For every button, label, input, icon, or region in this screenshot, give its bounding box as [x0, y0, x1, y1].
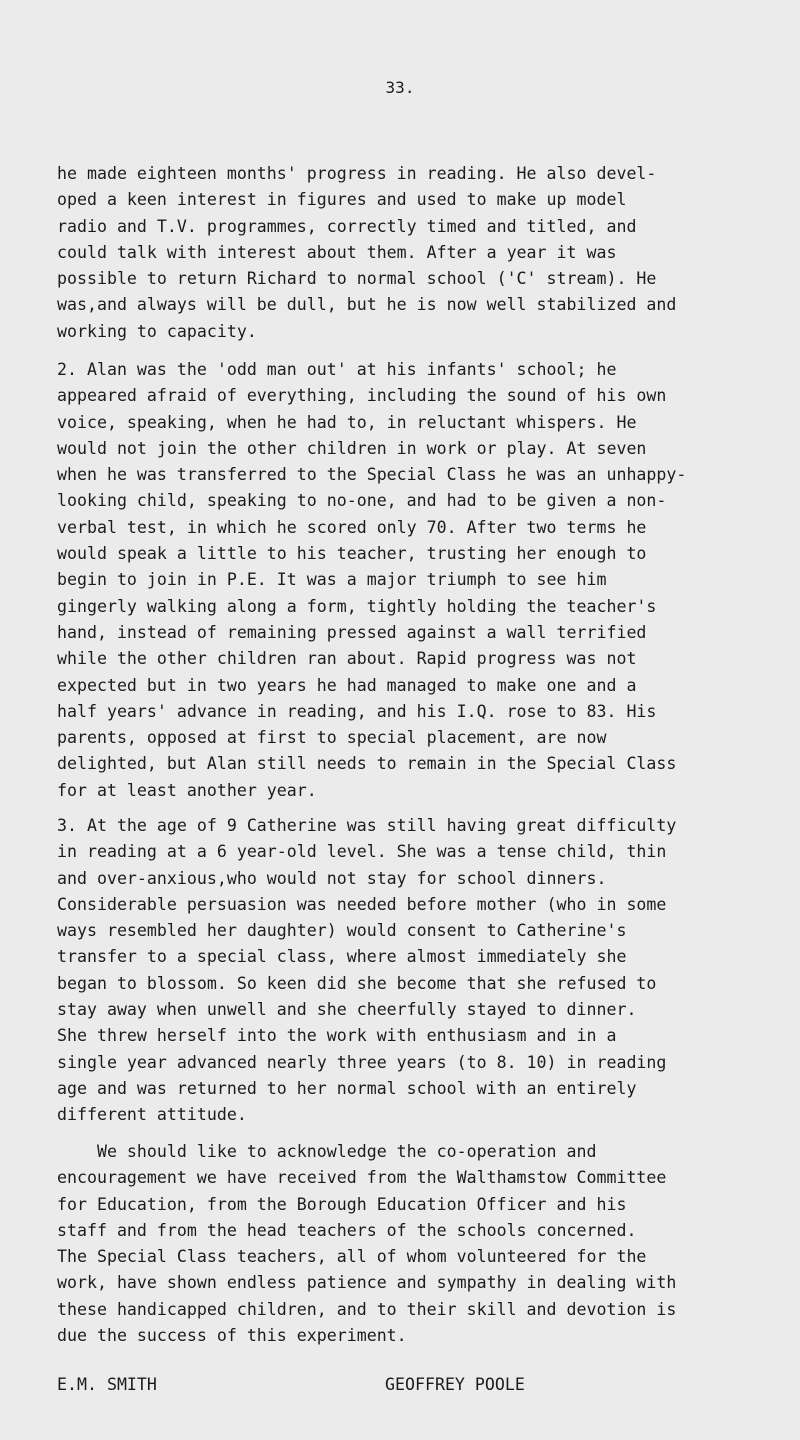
text-line: was,and always will be dull, but he is now well stabilized and — [57, 295, 677, 315]
text-line: 3. At the age of 9 Catherine was still having great difficulty — [57, 816, 677, 835]
text-line: begin to join in P.E. It was a major triumph to see him — [57, 570, 607, 590]
paragraph-acknowledgement — [57, 1139, 777, 1349]
text-line: transfer to a special class, where almost immediately she — [57, 947, 627, 967]
text-line: verbal test, in which he scored only 70. After two terms he — [57, 517, 647, 537]
text-line: he made eighteen months' progress in reading. He also devel- — [57, 164, 657, 183]
text-line: different attitude. — [57, 1105, 247, 1125]
text-line: these handicapped children, and to their skill and devotion is — [57, 1299, 677, 1319]
text-line: possible to return Richard to normal school ('C' stream). He — [57, 269, 657, 289]
text-line: half years' advance in reading, and his I.Q. rose to 83. His — [57, 701, 657, 721]
signature-right: GEOFFREY POOLE — [385, 1375, 525, 1394]
text-line: work, have shown endless patience and sympathy in dealing with — [57, 1273, 677, 1293]
text-line: The Special Class teachers, all of whom volunteered for the — [57, 1247, 647, 1267]
text-line: stay away when unwell and she cheerfully stayed to dinner. — [57, 1000, 637, 1020]
text-line: single year advanced nearly three years (to 8. 10) in reading — [57, 1052, 667, 1072]
text-line: ways resembled her daughter) would consent to Catherine's — [57, 921, 627, 941]
paragraph-continued — [57, 161, 777, 345]
text-line: She threw herself into the work with enthusiasm and in a — [57, 1026, 617, 1046]
text-line: and over-anxious,who would not stay for school dinners. — [57, 868, 607, 888]
text-line: voice, speaking, when he had to, in reluctant whispers. He — [57, 412, 637, 432]
text-line: would not join the other children in work or play. At seven — [57, 438, 647, 458]
text-line: hand, instead of remaining pressed against a wall terrified — [57, 622, 647, 642]
text-line: delighted, but Alan still needs to remain in the Special Class — [57, 754, 677, 774]
text-line: when he was transferred to the Special Class he was an unhappy- — [57, 465, 687, 485]
text-line: Considerable persuasion was needed before mother (who in some — [57, 894, 667, 914]
text-line: for at least another year. — [57, 780, 317, 800]
text-line: would speak a little to his teacher, trusting her enough to — [57, 544, 647, 564]
paragraph-catherine — [57, 813, 777, 1129]
text-line: while the other children ran about. Rapid progress was not — [57, 649, 637, 669]
text-line: looking child, speaking to no-one, and had to be given a non- — [57, 491, 667, 511]
signature-left: E.M. SMITH — [57, 1375, 157, 1394]
text-line: 2. Alan was the 'odd man out' at his infants' school; he — [57, 360, 617, 379]
text-line: working to capacity. — [57, 321, 257, 341]
text-line: began to blossom. So keen did she become that she refused to — [57, 973, 657, 993]
text-line: in reading at a 6 year-old level. She was a tense child, thin — [57, 842, 667, 862]
page-number: 33. — [385, 78, 415, 97]
text-line: We should like to acknowledge the co-operation and — [57, 1142, 597, 1161]
text-line: parents, opposed at first to special placement, are now — [57, 728, 607, 748]
text-line: due the success of this experiment. — [57, 1326, 407, 1346]
text-line: staff and from the head teachers of the schools concerned. — [57, 1220, 637, 1240]
text-line: gingerly walking along a form, tightly holding the teacher's — [57, 596, 657, 616]
text-line: expected but in two years he had managed to make one and a — [57, 675, 637, 695]
text-line: radio and T.V. programmes, correctly timed and titled, and — [57, 216, 637, 236]
text-line: oped a keen interest in figures and used to make up model — [57, 190, 627, 210]
text-line: encouragement we have received from the Walthamstow Committee — [57, 1168, 667, 1188]
text-line: for Education, from the Borough Education Officer and his — [57, 1194, 627, 1214]
text-line: appeared afraid of everything, including the sound of his own — [57, 386, 667, 406]
text-line: age and was returned to her normal school with an entirely — [57, 1078, 637, 1098]
paragraph-alan — [57, 357, 777, 804]
text-line: could talk with interest about them. After a year it was — [57, 242, 617, 262]
